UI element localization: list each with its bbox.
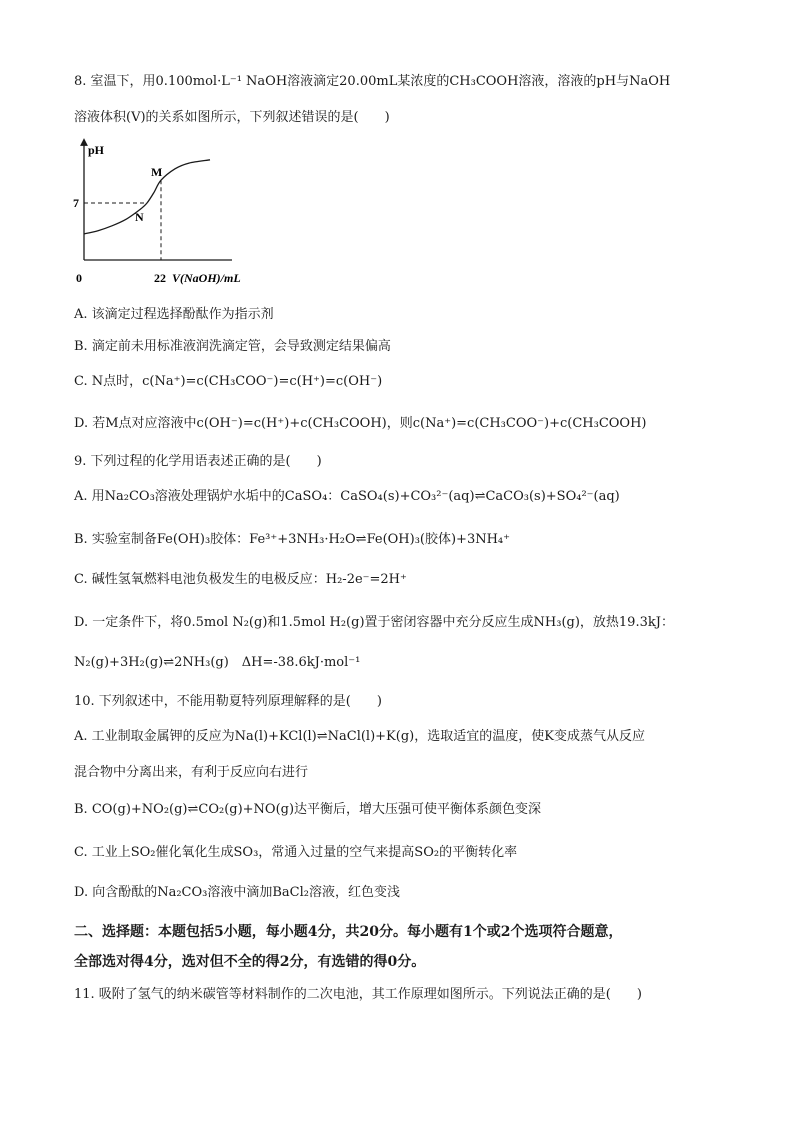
point-label-n: N: [135, 210, 144, 224]
q9-option-b: B. 实验室制备Fe(OH)₃胶体：Fe³⁺+3NH₃·H₂O⇌Fe(OH)₃(胶体)+3NH₄⁺: [74, 532, 511, 547]
q8-option-d: D. 若M点对应溶液中c(OH⁻)=c(H⁺)+c(CH₃COOH)，则c(Na⁺)=c(CH₃COO⁻)+c(CH₃COOH): [74, 416, 647, 431]
q8-option-a: A. 该滴定过程选择酚酞作为指示剂: [74, 307, 274, 322]
q10-option-b: B. CO(g)+NO₂(g)⇌CO₂(g)+NO(g)达平衡后，增大压强可使平衡体系颜色变深: [74, 802, 542, 817]
q9-option-d-equation: N₂(g)+3H₂(g)⇌2NH₃(g) ΔH=-38.6kJ·mol⁻¹: [74, 655, 361, 670]
section2-instructions-line1: 二、选择题：本题包括5小题，每小题4分，共20分。每小题有1个或2个选项符合题意，: [74, 924, 623, 940]
point-label-m: M: [151, 165, 163, 180]
q9-stem: 9. 下列过程的化学用语表述正确的是( ): [74, 454, 322, 469]
q8-option-b: B. 滴定前未用标准液润洗滴定管，会导致测定结果偏高: [74, 339, 391, 354]
q11-stem: 11. 吸附了氢气的纳米碳管等材料制作的二次电池，其工作原理如图所示。下列说法正确的是( ): [74, 987, 642, 1002]
section2-instructions-line2: 全部选对得4分，选对但不全的得2分，有选错的得0分。: [74, 954, 426, 970]
q9-option-a: A. 用Na₂CO₃溶液处理锅炉水垢中的CaSO₄：CaSO₄(s)+CO₃²⁻(aq)⇌CaCO₃(s)+SO₄²⁻(aq): [74, 489, 620, 504]
q10-option-c: C. 工业上SO₂催化氧化生成SO₃，常通入过量的空气来提高SO₂的平衡转化率: [74, 845, 518, 860]
q10-option-a-line1: A. 工业制取金属钾的反应为Na(l)+KCl(l)⇌NaCl(l)+K(g)，选取适宜的温度，使K变成蒸气从反应: [74, 729, 645, 744]
q8-option-c: C. N点时，c(Na⁺)=c(CH₃COO⁻)=c(H⁺)=c(OH⁻): [74, 374, 383, 389]
x-tick-label-22: 22: [154, 271, 166, 285]
q10-option-d: D. 向含酚酞的Na₂CO₃溶液中滴加BaCl₂溶液，红色变浅: [74, 885, 400, 900]
q10-option-a-line2: 混合物中分离出来，有利于反应向右进行: [74, 765, 309, 780]
q9-option-d: D. 一定条件下，将0.5mol N₂(g)和1.5mol H₂(g)置于密闭容器中充分反应生成NH₃(g)，放热19.3kJ：: [74, 615, 674, 630]
x-axis-label: V(NaOH)/mL: [172, 271, 241, 285]
titration-curve-chart: [64, 136, 284, 296]
q8-stem-line1: 8. 室温下，用0.100mol·L⁻¹ NaOH溶液滴定20.00mL某浓度的CH₃COOH溶液，溶液的pH与NaOH: [74, 74, 671, 89]
y-tick-label-7: 7: [73, 196, 79, 210]
q10-stem: 10. 下列叙述中，不能用勒夏特列原理解释的是( ): [74, 694, 382, 709]
titration-curve: [84, 160, 210, 234]
q8-stem-line2: 溶液体积(V)的关系如图所示，下列叙述错误的是( ): [74, 110, 390, 125]
q9-option-c: C. 碱性氢氧燃料电池负极发生的电极反应：H₂-2e⁻=2H⁺: [74, 572, 407, 587]
y-axis-label: pH: [88, 143, 105, 157]
origin-label: 0: [76, 271, 82, 285]
